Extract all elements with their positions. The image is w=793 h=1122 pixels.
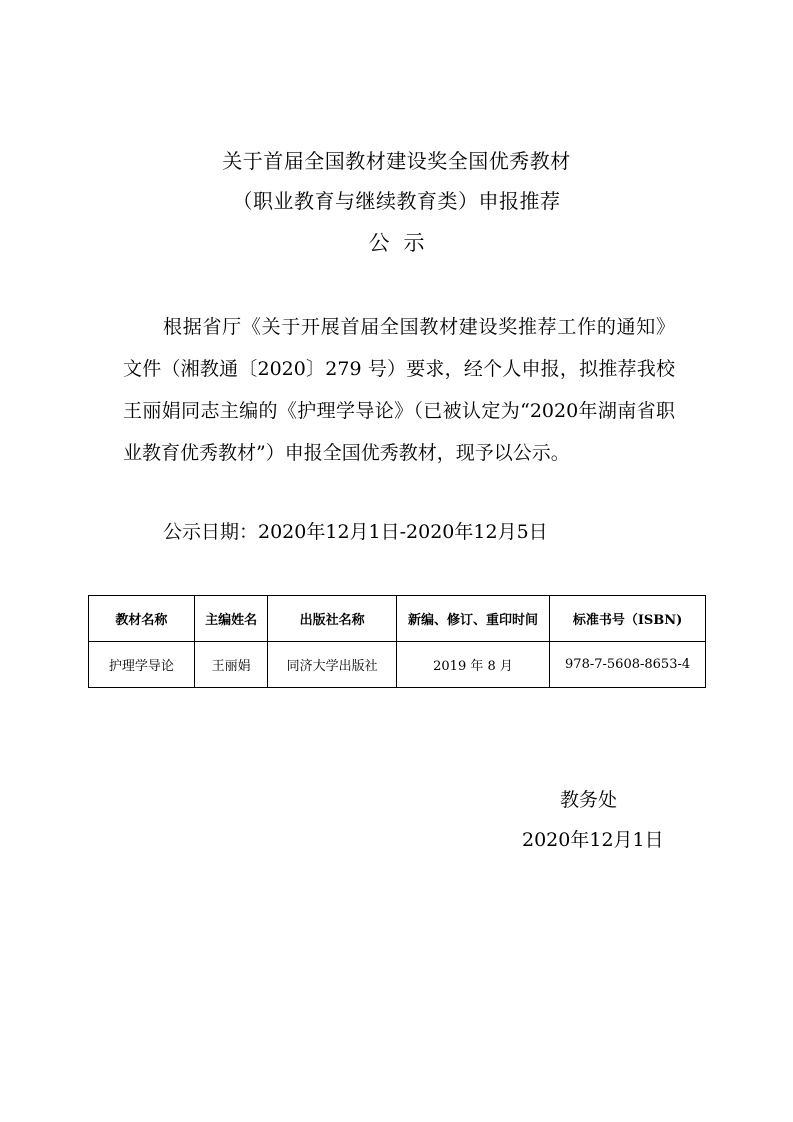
table-row [89, 642, 706, 688]
notice-title-publicity: 公示 [368, 231, 439, 255]
signature-department: 教务处 [560, 789, 618, 811]
header-edition-time: 新编、修订、重印时间 [396, 596, 549, 642]
publicity-period: 公示日期：2020年12月1日-2020年12月5日 [163, 521, 548, 543]
signature-date: 2020年12月1日 [522, 829, 664, 851]
cell-publisher-name: 同济大学出版社 [268, 642, 396, 688]
cell-editor-name: 王丽娟 [194, 642, 268, 688]
cell-isbn: 978-7-5608-8653-4 [550, 642, 706, 688]
table-header-row [89, 596, 706, 642]
notice-title-line-2: （职业教育与继续教育类）申报推荐 [232, 189, 561, 213]
textbook-info-table [88, 595, 706, 688]
notice-body [123, 306, 675, 474]
cell-edition-time: 2019 年 8 月 [396, 642, 549, 688]
header-publisher-name: 出版社名称 [268, 596, 396, 642]
header-textbook-name: 教材名称 [89, 596, 195, 642]
header-isbn: 标准书号（ISBN) [550, 596, 706, 642]
header-editor-name: 主编姓名 [194, 596, 268, 642]
notice-title-line-1: 关于首届全国教材建设奖全国优秀教材 [222, 149, 571, 173]
notice-paragraph: 根据省厅《关于开展首届全国教材建设奖推荐工作的通知》文件（湘教通〔2020〕279 号）要求，经个人申报，拟推荐我校王丽娟同志主编的《护理学导论》（已被认定为“2020年湖南省职业教育优秀教材”）申报全国优秀教材，现予以公示。 [123, 316, 675, 464]
cell-textbook-name: 护理学导论 [89, 642, 195, 688]
